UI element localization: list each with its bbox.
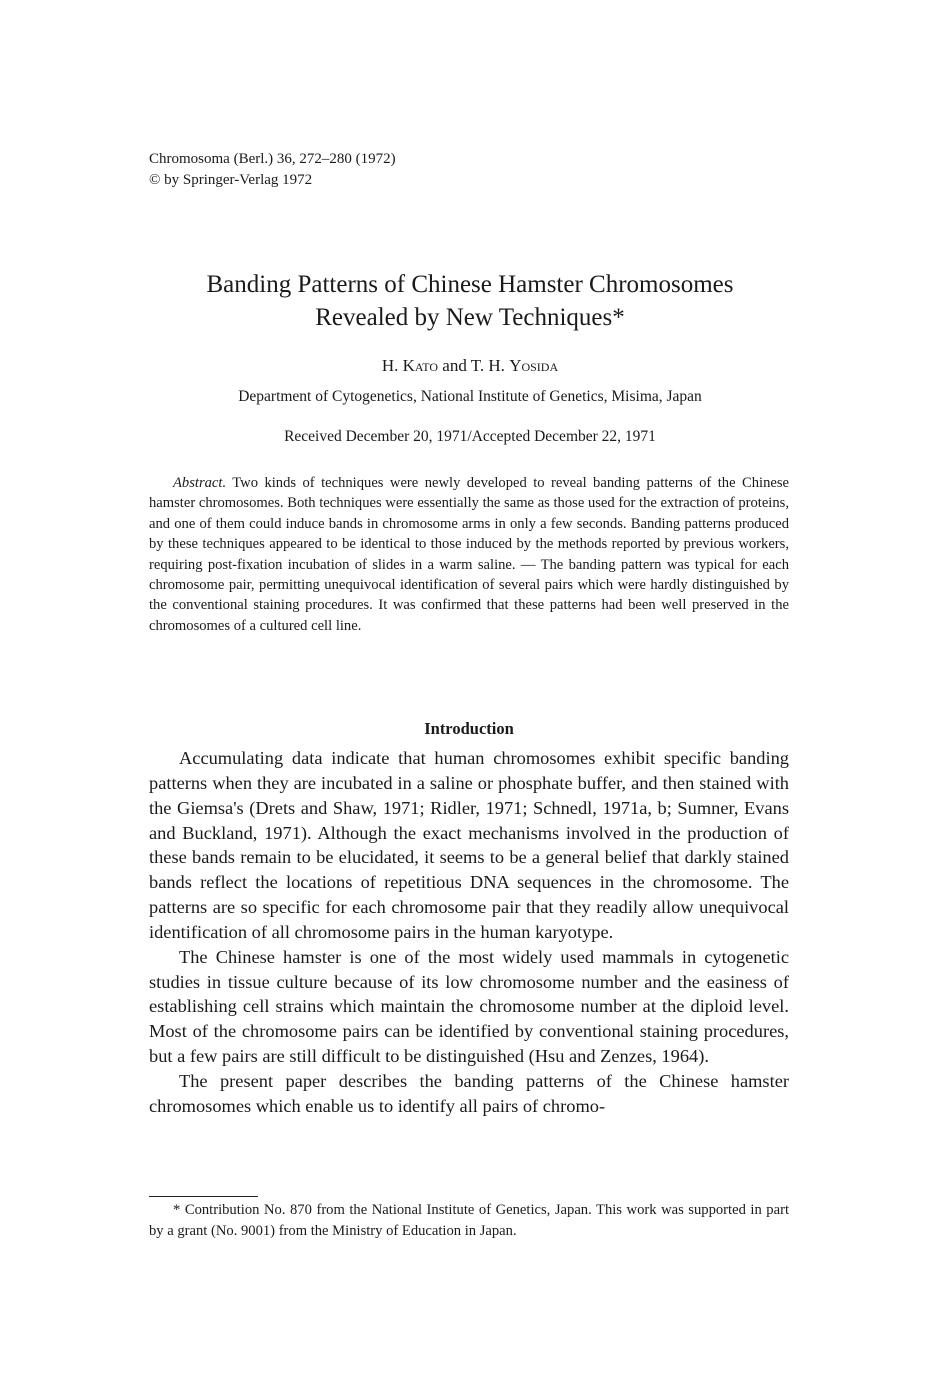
author-2-surname: Yosida [509, 356, 559, 375]
journal-header [149, 149, 396, 191]
received-dates: Received December 20, 1971/Accepted December 22, 1971 [284, 428, 656, 445]
footnote-divider [149, 1196, 258, 1197]
section-heading-introduction: Introduction [424, 719, 514, 738]
paper-title-line-1: Banding Patterns of Chinese Hamster Chromosomes [206, 271, 734, 298]
introduction-body [149, 746, 789, 1119]
abstract [149, 473, 789, 636]
journal-copyright: © by Springer-Verlag 1972 [149, 172, 313, 188]
abstract-text: Two kinds of techniques were newly developed to reveal banding patterns of the Chinese hamster chromosomes. Both techniques were essentially the same as those used for the extraction of proteins, and one of them could induce bands in chromosome arms in only a few seconds. Banding patterns produced by these techniques appeared to be identical to those induced by the methods reported by previous workers, requiring post-fixation incubation of slides in a warm saline. — The banding pattern was typical for each chromosome pair, permitting unequivocal identification of several pairs which were hardly distinguished by the conventional staining procedures. It was confirmed that these patterns had been well preserved in the chromosomes of a cultured cell line. [149, 475, 789, 634]
abstract-lead: Abstract. [173, 475, 227, 491]
author-2-initials: T. H. [470, 356, 510, 375]
body-paragraph: The present paper describes the banding patterns of the Chinese hamster chromosomes which enable us to identify all pairs of chromo- [149, 1070, 789, 1116]
body-paragraph: Accumulating data indicate that human chromosomes exhibit specific banding patterns when they are incubated in a saline or phosphate buffer, and then stained with the Giemsa's (Drets and Shaw, 1971; Ridler, 1971; Schnedl, 1971a, b; Sumner, Evans and Buckland, 1971). Although the exact mechanisms involved in the production of these bands remain to be elucidated, it seems to be a general belief that darkly stained bands reflect the locations of repetitious DNA sequences in the chromosome. The patterns are so specific for each chromosome pair that they readily allow unequivocal identification of all chromosome pairs in the human karyotype. [149, 748, 789, 942]
body-paragraph: The Chinese hamster is one of the most widely used mammals in cytogenetic studies in tissue culture because of its low chromosome number and the easiness of establishing cell strains which maintain the chromosome number at the diploid level. Most of the chromosome pairs can be identified by conventional staining procedures, but a few pairs are still difficult to be distinguished (Hsu and Zenzes, 1964). [149, 946, 789, 1067]
author-list [120, 355, 820, 377]
footnote: * Contribution No. 870 from the National Institute of Genetics, Japan. This work was supported in part by a grant (No. 9001) from the Ministry of Education in Japan. [149, 1202, 789, 1239]
journal-citation: Chromosoma (Berl.) 36, 272–280 (1972) [149, 151, 396, 167]
paper-title-line-2: Revealed by New Techniques* [315, 304, 625, 331]
paper-title [120, 268, 820, 334]
affiliation: Department of Cytogenetics, National Institute of Genetics, Misima, Japan [238, 388, 702, 405]
author-conjunction: and [438, 356, 471, 375]
author-1-surname: Kato [402, 356, 439, 375]
author-1-initials: H. [381, 356, 403, 375]
